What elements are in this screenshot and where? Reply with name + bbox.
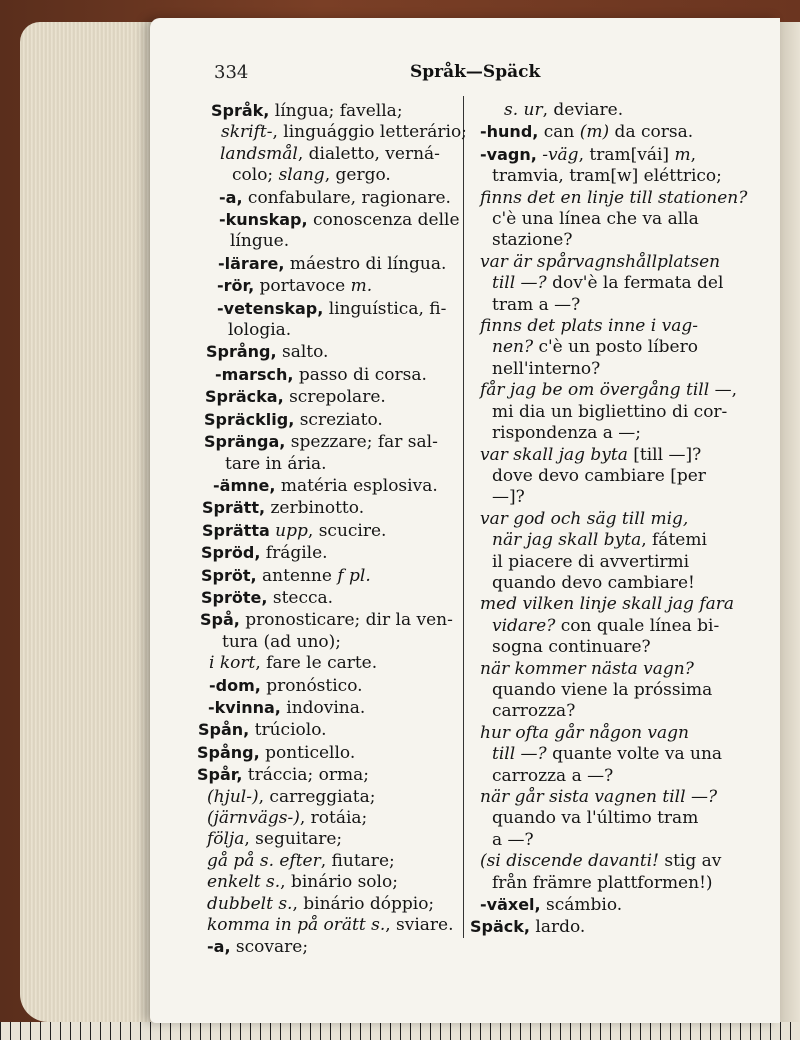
italic-term: finns det plats inne i vag- [480,316,698,337]
gloss-text: frágile. [260,543,328,564]
italic-term: m [674,144,691,165]
dictionary-line [201,587,461,609]
gloss-text: tura (ad uno); [222,631,341,652]
headword: Spång, [197,742,260,762]
headword: Spån, [198,720,250,740]
italic-term: var god och säg till mig, [480,508,689,529]
italic-term: får jag be om övergång till [480,380,710,401]
headword: Spå, [200,610,240,630]
italic-term: m. [350,276,373,297]
gloss-text: portavoce [254,276,351,297]
gloss-text: lologia. [228,320,292,341]
italic-term: skrift- [221,122,273,143]
dictionary-line [470,121,770,143]
gloss-text: con quale línea bi- [555,615,720,636]
gloss-text: a —? [492,829,534,850]
gloss-text: quante volte va una [546,744,723,765]
gloss-text: quando viene la próssima [492,679,713,700]
dictionary-line [204,431,461,453]
dictionary-line [470,144,770,166]
dictionary-line [470,100,770,121]
page-header [0,58,800,88]
dictionary-line [470,552,770,573]
gloss-text: dove devo cambiare [per [492,465,706,486]
dictionary-line [197,808,461,829]
gloss-text: trúciolo. [249,720,327,741]
headword: -dom, [209,675,261,695]
gloss-text: , sviare. [385,915,454,936]
dictionary-line [470,423,770,444]
italic-term: när går sista vagnen till —? [480,787,718,807]
italic-term: (m) [579,122,610,143]
headword: Spår, [197,765,243,785]
headword: Spröte, [201,587,268,607]
dictionary-line [208,231,461,252]
dictionary-line [470,230,770,251]
dictionary-line [470,808,770,829]
gloss-text: —]? [492,487,525,508]
gloss-text: stecca. [267,587,334,608]
headword: Spräcklig, [204,409,295,429]
gloss-text: tráccia; orma; [242,765,369,786]
dictionary-line [470,316,770,337]
dictionary-line [202,497,461,519]
headword: -a, [207,937,231,957]
gloss-text: quando va l'último tram [492,808,699,829]
gloss-text: carrozza a —? [492,765,614,786]
headword: Späck, [470,917,530,937]
italic-term: (järnvägs-) [207,808,300,828]
dictionary-line [205,386,461,408]
gloss-text: c'è una línea che va alla [492,209,699,230]
gloss-text: língua; favella; [269,101,403,121]
italic-term: slang [278,165,325,186]
gloss-text: zerbinotto. [265,498,365,519]
dictionary-line [470,380,770,401]
gloss-text: spezzare; far sal- [285,432,438,453]
italic-term: (hjul-) [207,786,259,807]
gloss-text: confabulare, ragionare. [242,187,451,208]
gloss-text: máestro di língua. [284,253,447,274]
headword: Spröd, [201,543,261,563]
page-number: 334 [214,62,249,83]
gloss-text: da corsa. [609,122,694,143]
italic-term: när kommer nästa vagn? [480,658,694,679]
dictionary-line [210,144,461,165]
headword: -ämne, [213,475,276,495]
dictionary-line [202,520,461,542]
headword: -vagn, [480,144,537,164]
gloss-text: antenne [256,565,338,586]
gloss-text: , rotáia; [299,808,368,828]
dictionary-line [470,209,770,230]
dictionary-line [211,100,461,122]
gloss-text: tramvia, tram[w] eléttrico; [492,166,722,187]
gloss-text: mi dia un bigliettino di cor- [492,401,728,422]
dictionary-line [470,337,770,358]
italic-term: (si discende davanti! [480,851,659,872]
dictionary-line [197,787,461,808]
gloss-text: [till —]? [627,444,702,465]
italic-term: -väg [542,144,579,165]
gloss-text: can [538,122,580,143]
dictionary-line [470,573,770,594]
italic-term: till —? [492,273,547,294]
dictionary-line [197,764,461,786]
gloss-text: pronóstico. [260,675,363,696]
dictionary-line [199,675,461,697]
dictionary-line [201,565,461,587]
italic-term: dubbelt s. [207,893,293,914]
dictionary-line [207,298,461,320]
dictionary-line [470,723,770,744]
dictionary-line [470,873,770,894]
gloss-text: indovina. [280,697,366,718]
dictionary-line [197,742,461,764]
gloss-text: tare in ária. [225,453,327,474]
gloss-text: —, [709,380,737,401]
gloss-text: dov'è la fermata del [546,273,724,294]
dictionary-line [198,719,461,741]
dictionary-line [209,187,461,209]
headword: -lärare, [218,253,285,273]
gloss-text: conoscenza delle [307,210,460,231]
headword: -a, [219,187,243,207]
gloss-text: lardo. [529,917,586,938]
dictionary-line [470,744,770,765]
left-column [197,100,467,959]
dictionary-line [203,454,461,475]
gloss-text: salto. [276,342,329,363]
dictionary-line [208,253,461,275]
italic-term: s. ur [504,100,543,120]
gloss-text: il piacere di avvertirmi [492,551,690,572]
measuring-ruler [0,1022,800,1040]
headword: Spränga, [204,432,286,452]
dictionary-line [470,166,770,187]
headword: Spröt, [201,565,257,585]
headword: -marsch, [215,364,294,384]
facing-page-edge [778,22,800,1022]
gloss-text: ponticello. [259,742,356,763]
gloss-text: c'è un posto líbero [533,337,698,358]
italic-term: nen? [492,337,534,358]
gloss-text: scovare; [230,937,309,958]
dictionary-line [470,359,770,380]
dictionary-line [199,653,461,674]
column-divider [463,96,464,938]
gloss-text: , fiutare; [320,850,395,871]
headword: -vetenskap, [217,298,324,318]
dictionary-line [470,402,770,423]
dictionary-line [470,466,770,487]
gloss-text: colo; [232,165,279,186]
dictionary-line [470,509,770,530]
dictionary-line [197,894,461,915]
gloss-text: linguística, fi- [323,298,447,319]
dictionary-line [470,787,770,808]
italic-term: till —? [492,744,547,765]
gloss-text: quando devo cambiare! [492,572,695,593]
dictionary-line [201,542,461,564]
headword: Språk, [211,101,270,120]
dictionary-line [206,341,461,363]
italic-term: komma in på orätt s. [207,915,386,936]
gloss-text: nell'interno? [492,358,601,379]
gloss-text: , dialetto, verná- [297,143,440,164]
dictionary-line [470,445,770,466]
dictionary-line [470,830,770,851]
dictionary-line [211,122,467,143]
headword: -hund, [480,122,539,142]
dictionary-line [197,936,461,958]
dictionary-line [203,475,461,497]
dictionary-line [207,275,461,297]
headword: -växel, [480,895,541,915]
italic-term: vidare? [492,615,556,636]
dictionary-line [204,409,461,431]
dictionary-line [470,680,770,701]
gloss-text: scámbio. [540,895,623,916]
gloss-text: , linguággio letterário; [272,122,467,143]
dictionary-line [205,364,461,386]
dictionary-line [197,872,461,893]
italic-term: landsmål [220,143,298,164]
dictionary-line [470,659,770,680]
italic-term: med vilken linje skall jag fara [480,594,735,615]
gloss-text: , binário solo; [280,872,398,893]
dictionary-line [197,915,461,936]
dictionary-line [470,273,770,294]
gloss-text: pronosticare; dir la ven- [239,610,453,631]
gloss-text: , binário dóppio; [292,893,435,914]
gloss-text: , seguitare; [244,829,343,850]
headword: -kvinna, [208,697,281,717]
dictionary-line [470,295,770,316]
headword: Sprätt, [202,498,266,518]
dictionary-line [470,252,770,273]
headword: -rör, [217,276,255,296]
gloss-text: carrozza? [492,701,576,722]
gloss-text: , scucire. [307,520,387,541]
dictionary-line [198,697,461,719]
dictionary-line [470,851,770,872]
right-column [470,100,770,939]
gloss-text: , tram[vái] [578,144,675,165]
gloss-text: stazione? [492,230,573,251]
gloss-text: rispondenza a —; [492,423,642,444]
dictionary-line [470,530,770,551]
italic-term: var skall jag byta [480,444,628,465]
running-head: Språk—Späck [410,62,541,82]
italic-term: när jag skall byta [492,530,642,551]
dictionary-line [209,209,461,231]
gloss-text: , gergo. [324,165,391,186]
dictionary-line [197,829,461,850]
dictionary-line [470,916,770,938]
dictionary-line [210,165,461,186]
gloss-text: , deviare. [542,100,624,120]
italic-term: enkelt s. [207,872,281,893]
dictionary-line [470,701,770,722]
italic-term: finns det en linje till stationen? [480,187,748,208]
italic-term: gå på s. efter [207,850,321,871]
dictionary-line [470,594,770,615]
gloss-text: sogna continuare? [492,637,651,658]
headword: -kunskap, [219,210,308,230]
italic-term: hur ofta går någon vagn [480,722,689,743]
italic-term: f pl. [337,565,371,586]
dictionary-line [200,609,461,631]
gloss-text: screpolare. [283,387,386,408]
gloss-text: stig av [658,851,722,872]
gloss-text: , [690,144,696,165]
italic-term: upp [275,520,308,541]
gloss-text: passo di corsa. [293,364,427,385]
headword: Spräcka, [205,387,284,407]
headword: Sprätta [202,520,270,540]
italic-term: i kort [209,653,256,674]
dictionary-line [470,616,770,637]
headword: Språng, [206,342,277,362]
gloss-text: screziato. [294,409,383,430]
italic-term: följa [207,829,245,850]
dictionary-line [470,637,770,658]
dictionary-line [470,487,770,508]
dictionary-line [206,320,461,341]
dictionary-line [470,766,770,787]
dictionary-line [470,188,770,209]
dictionary-line [200,632,461,653]
gloss-text: matéria esplosiva. [275,475,438,496]
gloss-text: língue. [230,231,290,252]
dictionary-line [470,894,770,916]
dictionary-line [197,851,461,872]
gloss-text: tram a —? [492,294,581,315]
gloss-text: , fare le carte. [255,653,378,674]
italic-term: var är spårvagnshållplatsen [480,251,721,272]
gloss-text: , carreggiata; [258,786,376,807]
gloss-text: , fátemi [641,530,707,551]
gloss-text: från främre plattformen!) [492,872,713,893]
